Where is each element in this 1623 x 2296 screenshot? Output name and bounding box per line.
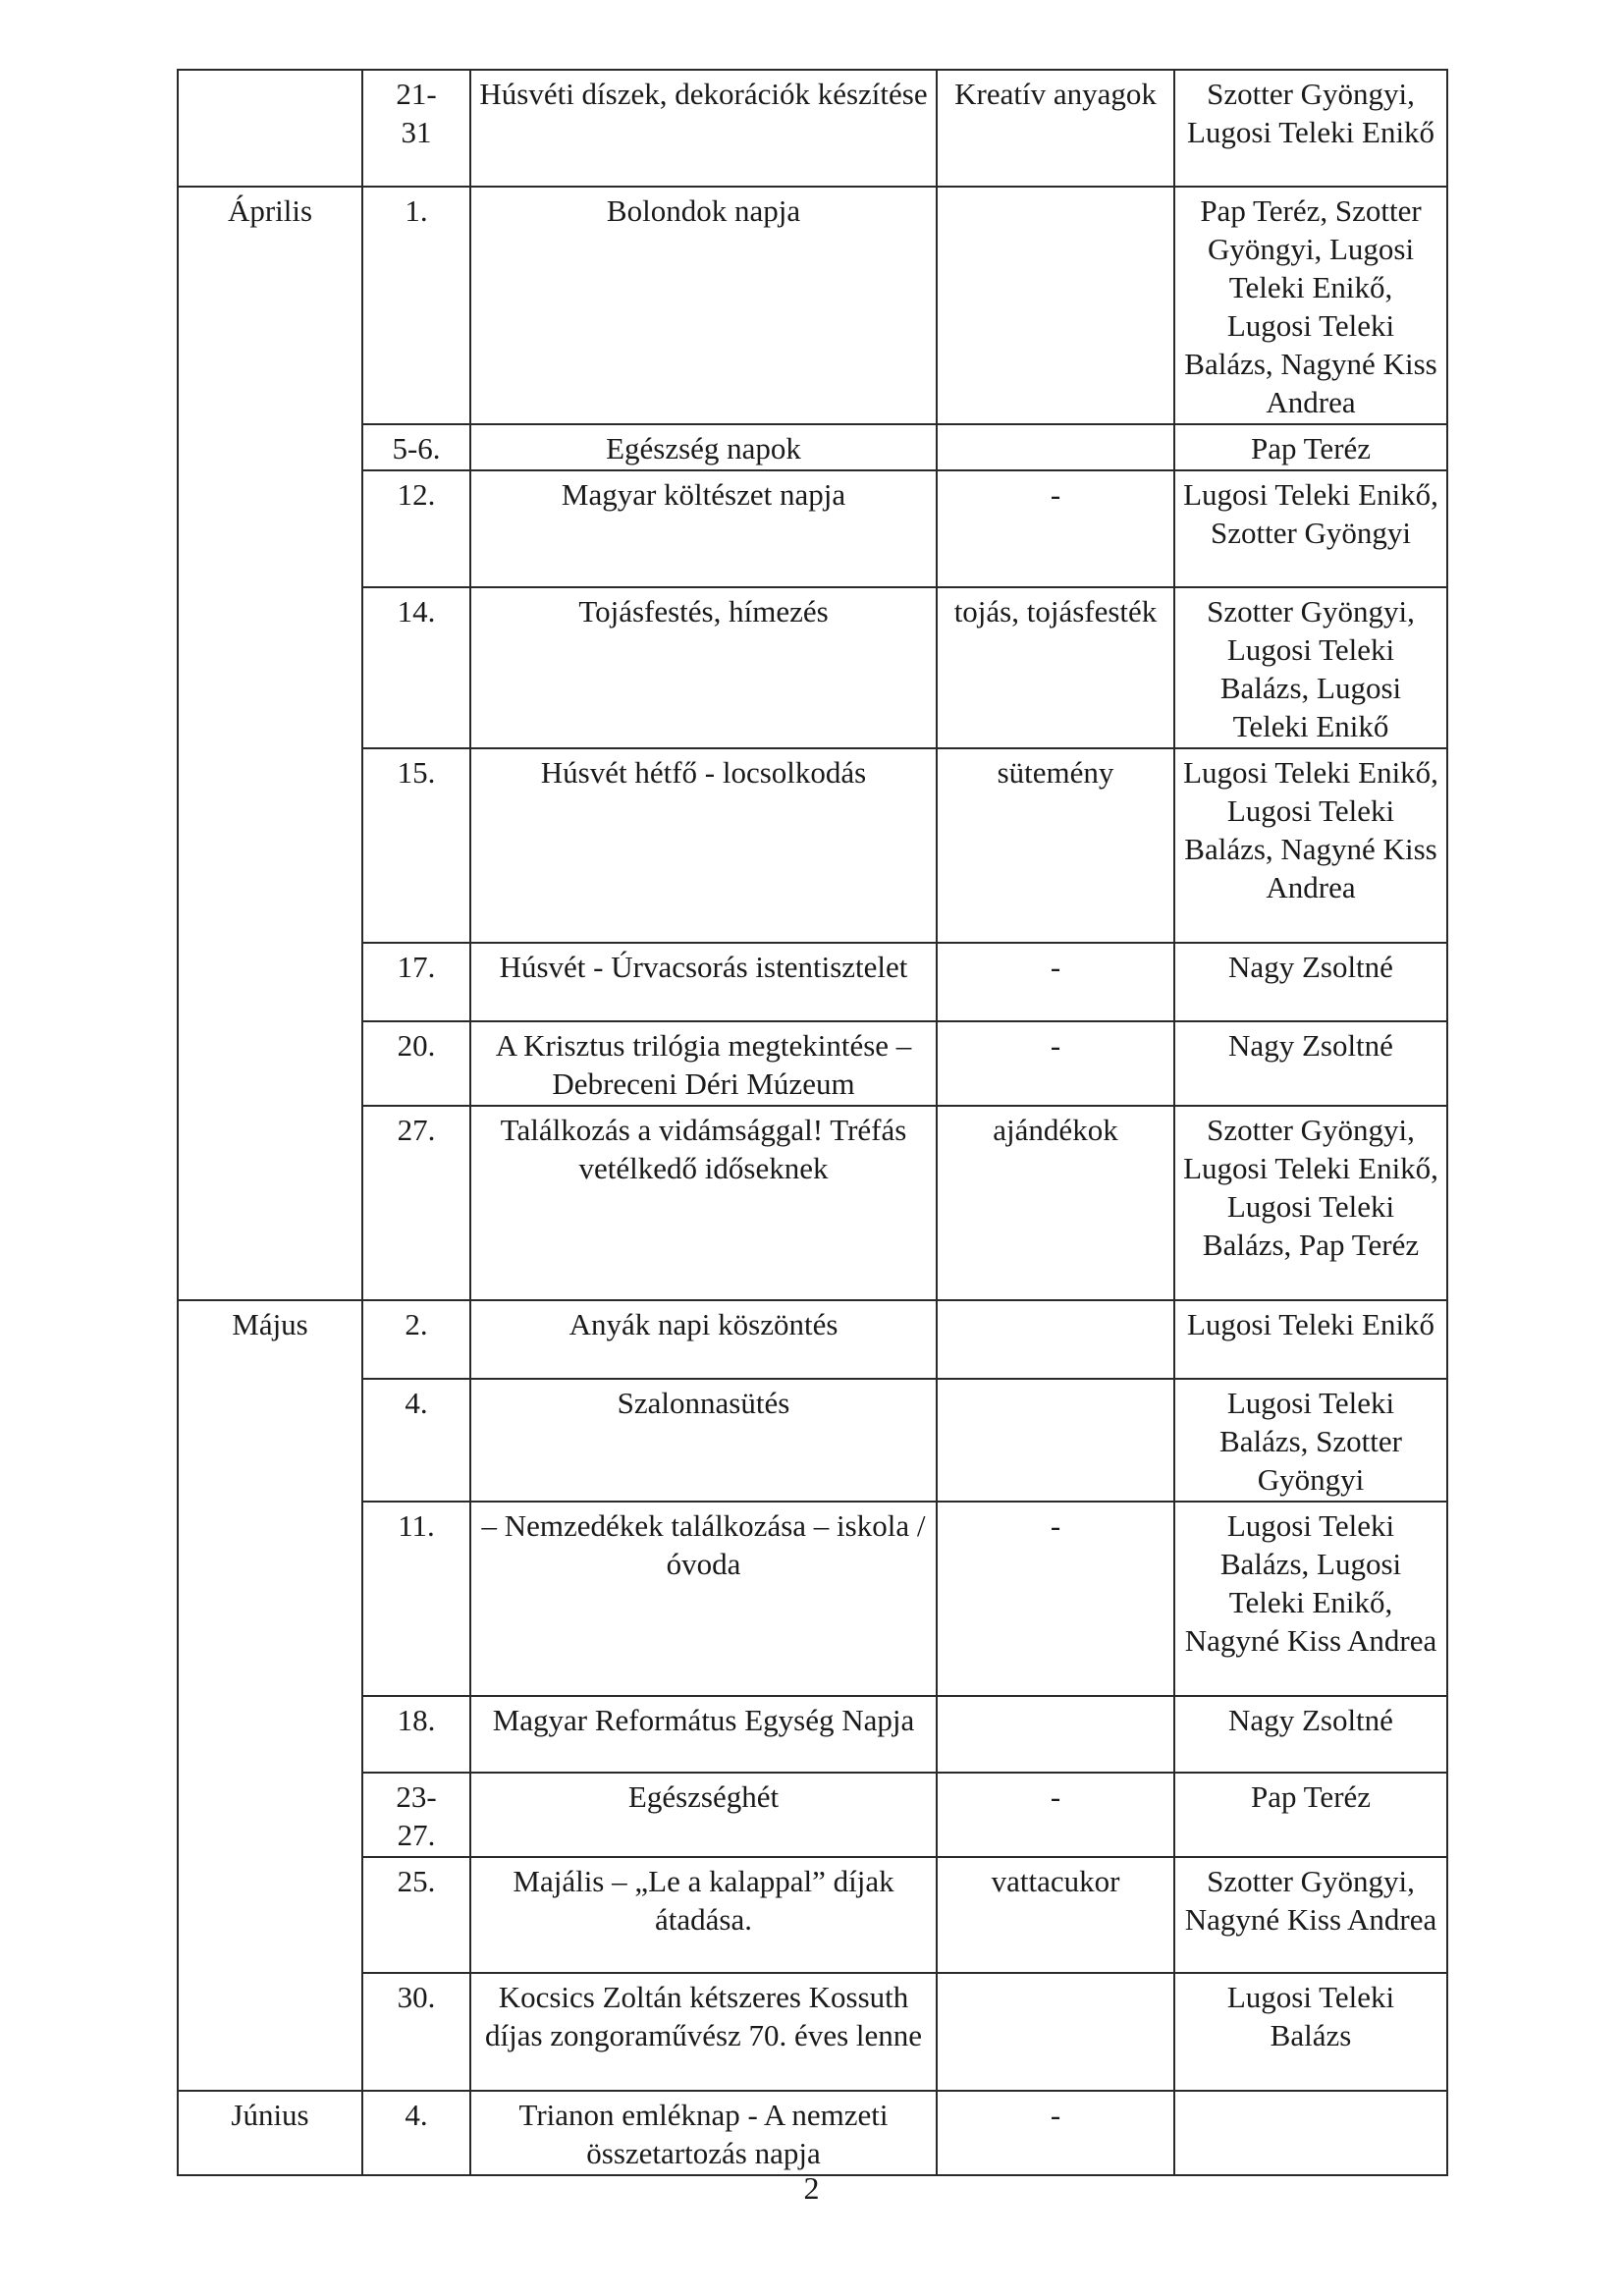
month-cell: Április <box>178 187 362 424</box>
responsible-cell: Lugosi Teleki Enikő, Lugosi Teleki Balázs, Nagyné Kiss Andrea <box>1174 748 1447 943</box>
responsible-cell: Lugosi Teleki Balázs, Lugosi Teleki Enikő, Nagyné Kiss Andrea <box>1174 1502 1447 1696</box>
table-row <box>178 1106 1447 1300</box>
month-cell <box>178 1696 362 1773</box>
table-row <box>178 470 1447 587</box>
date-cell: 14. <box>362 587 470 748</box>
month-cell <box>178 1021 362 1106</box>
month-cell <box>178 1973 362 2091</box>
responsible-cell <box>1174 2091 1447 2175</box>
responsible-cell: Nagy Zsoltné <box>1174 1021 1447 1106</box>
date-cell: 11. <box>362 1502 470 1696</box>
date-cell: 30. <box>362 1973 470 2091</box>
materials-cell: tojás, tojásfesték <box>937 587 1174 748</box>
event-cell: Találkozás a vidámsággal! Tréfás vetélkedő időseknek <box>470 1106 937 1300</box>
materials-cell <box>937 187 1174 424</box>
materials-cell: Kreatív anyagok <box>937 70 1174 187</box>
table-row <box>178 1773 1447 1857</box>
date-cell: 18. <box>362 1696 470 1773</box>
date-cell: 15. <box>362 748 470 943</box>
responsible-cell: Lugosi Teleki Balázs <box>1174 1973 1447 2091</box>
responsible-cell: Szotter Gyöngyi, Lugosi Teleki Enikő <box>1174 70 1447 187</box>
materials-cell: - <box>937 1773 1174 1857</box>
materials-cell: - <box>937 1021 1174 1106</box>
month-cell <box>178 587 362 748</box>
materials-cell <box>937 1696 1174 1773</box>
table-row <box>178 587 1447 748</box>
responsible-cell: Nagy Zsoltné <box>1174 943 1447 1021</box>
event-cell: A Krisztus trilógia megtekintése – Debreceni Déri Múzeum <box>470 1021 937 1106</box>
event-cell: Egészséghét <box>470 1773 937 1857</box>
responsible-cell: Pap Teréz <box>1174 424 1447 470</box>
date-cell: 25. <box>362 1857 470 1973</box>
responsible-cell: Lugosi Teleki Balázs, Szotter Gyöngyi <box>1174 1379 1447 1502</box>
table-row <box>178 187 1447 424</box>
event-cell: Húsvéti díszek, dekorációk készítése <box>470 70 937 187</box>
event-cell: Szalonnasütés <box>470 1379 937 1502</box>
materials-cell: - <box>937 943 1174 1021</box>
month-cell <box>178 943 362 1021</box>
responsible-cell: Nagy Zsoltné <box>1174 1696 1447 1773</box>
event-cell: Trianon emléknap - A nemzeti összetartozás napja <box>470 2091 937 2175</box>
date-cell: 12. <box>362 470 470 587</box>
event-cell: Egészség napok <box>470 424 937 470</box>
responsible-cell: Szotter Gyöngyi, Lugosi Teleki Enikő, Lugosi Teleki Balázs, Pap Teréz <box>1174 1106 1447 1300</box>
month-cell <box>178 70 362 187</box>
responsible-cell: Pap Teréz, Szotter Gyöngyi, Lugosi Teleki Enikő, Lugosi Teleki Balázs, Nagyné Kiss Andrea <box>1174 187 1447 424</box>
table-row <box>178 70 1447 187</box>
event-cell: Húsvét - Úrvacsorás istentisztelet <box>470 943 937 1021</box>
table-row <box>178 1502 1447 1696</box>
materials-cell: - <box>937 2091 1174 2175</box>
date-cell: 2. <box>362 1300 470 1379</box>
event-cell: – Nemzedékek találkozása – iskola / óvoda <box>470 1502 937 1696</box>
table-row <box>178 748 1447 943</box>
table-row <box>178 2091 1447 2175</box>
date-cell: 20. <box>362 1021 470 1106</box>
event-cell: Magyar költészet napja <box>470 470 937 587</box>
event-cell: Anyák napi köszöntés <box>470 1300 937 1379</box>
materials-cell: sütemény <box>937 748 1174 943</box>
event-cell: Tojásfestés, hímezés <box>470 587 937 748</box>
materials-cell <box>937 1973 1174 2091</box>
materials-cell: vattacukor <box>937 1857 1174 1973</box>
responsible-cell: Lugosi Teleki Enikő <box>1174 1300 1447 1379</box>
date-cell: 27. <box>362 1106 470 1300</box>
page-number: 2 <box>803 2170 820 2206</box>
responsible-cell: Szotter Gyöngyi, Lugosi Teleki Balázs, Lugosi Teleki Enikő <box>1174 587 1447 748</box>
table-row <box>178 1300 1447 1379</box>
schedule-table-body <box>178 70 1447 2175</box>
month-cell <box>178 1502 362 1696</box>
event-cell: Majális – „Le a kalappal” díjak átadása. <box>470 1857 937 1973</box>
materials-cell <box>937 424 1174 470</box>
date-cell: 4. <box>362 1379 470 1502</box>
responsible-cell: Pap Teréz <box>1174 1773 1447 1857</box>
date-cell: 1. <box>362 187 470 424</box>
date-cell: 5-6. <box>362 424 470 470</box>
materials-cell: - <box>937 1502 1174 1696</box>
table-row <box>178 1857 1447 1973</box>
date-cell: 21- 31 <box>362 70 470 187</box>
month-cell <box>178 1106 362 1300</box>
materials-cell <box>937 1379 1174 1502</box>
date-cell: 17. <box>362 943 470 1021</box>
month-cell <box>178 1773 362 1857</box>
month-cell <box>178 424 362 470</box>
date-cell: 4. <box>362 2091 470 2175</box>
table-row <box>178 1696 1447 1773</box>
date-cell: 23- 27. <box>362 1773 470 1857</box>
materials-cell <box>937 1300 1174 1379</box>
responsible-cell: Lugosi Teleki Enikő, Szotter Gyöngyi <box>1174 470 1447 587</box>
event-cell: Kocsics Zoltán kétszeres Kossuth díjas zongoraművész 70. éves lenne <box>470 1973 937 2091</box>
materials-cell: - <box>937 470 1174 587</box>
responsible-cell: Szotter Gyöngyi, Nagyné Kiss Andrea <box>1174 1857 1447 1973</box>
event-cell: Húsvét hétfő - locsolkodás <box>470 748 937 943</box>
table-row <box>178 1021 1447 1106</box>
event-cell: Bolondok napja <box>470 187 937 424</box>
month-cell <box>178 748 362 943</box>
event-cell: Magyar Református Egység Napja <box>470 1696 937 1773</box>
table-row <box>178 1379 1447 1502</box>
table-row <box>178 1973 1447 2091</box>
schedule-table <box>177 69 1448 2176</box>
month-cell <box>178 1857 362 1973</box>
table-row <box>178 943 1447 1021</box>
materials-cell: ajándékok <box>937 1106 1174 1300</box>
month-cell <box>178 1379 362 1502</box>
month-cell <box>178 470 362 587</box>
month-cell: Május <box>178 1300 362 1379</box>
table-row <box>178 424 1447 470</box>
month-cell: Június <box>178 2091 362 2175</box>
